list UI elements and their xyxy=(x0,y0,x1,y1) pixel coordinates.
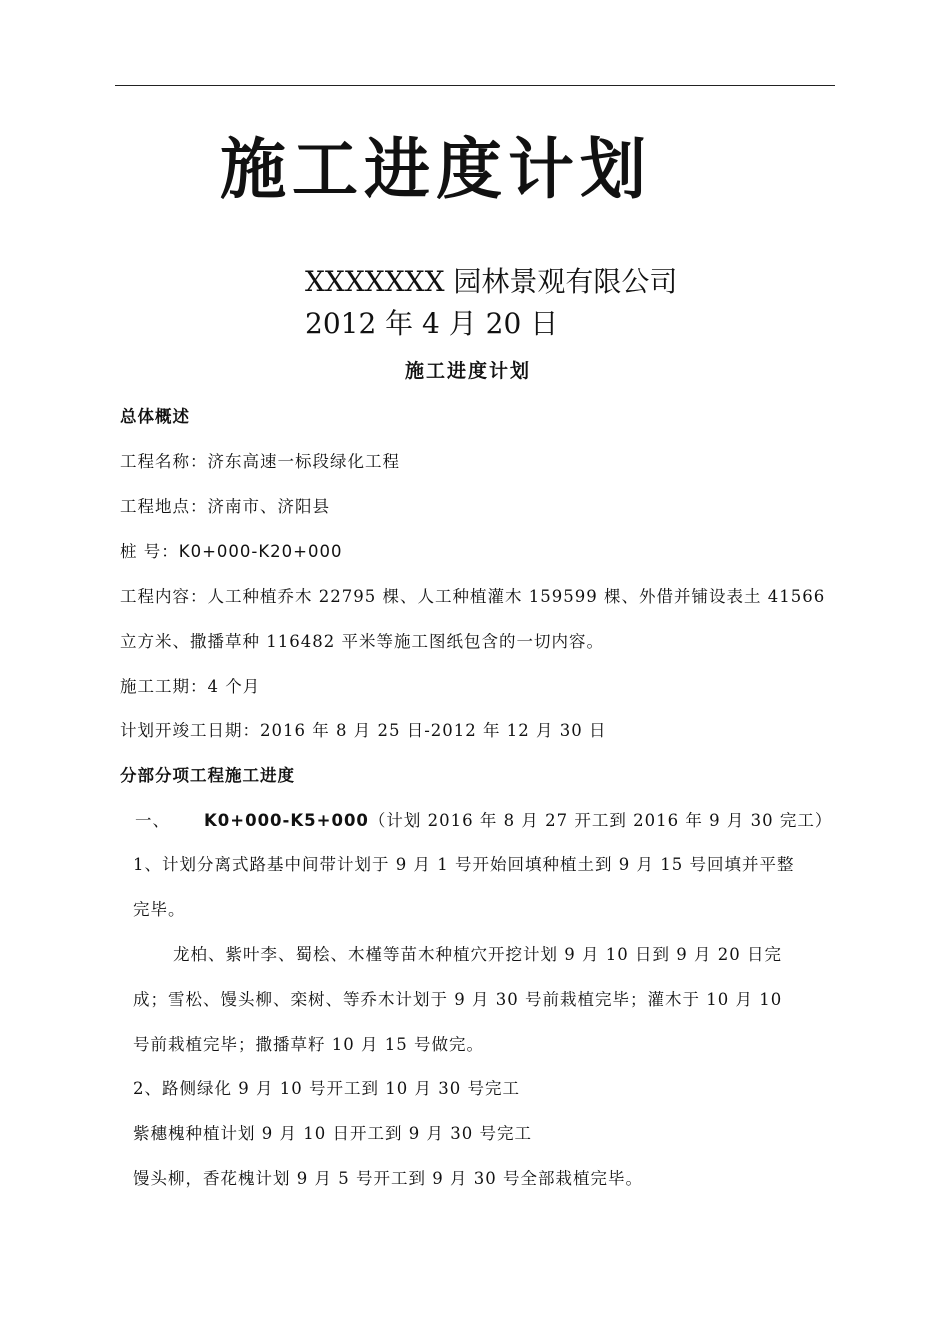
project-content-line-2: 立方米、撒播草种 116482 平米等施工图纸包含的一切内容。 xyxy=(120,632,604,651)
project-location: 工程地点：济南市、济阳县 xyxy=(120,497,330,516)
section-1-line xyxy=(135,808,832,834)
header-rule xyxy=(115,85,835,86)
item-1-line-1: 1、计划分离式路基中间带计划于 9 月 1 号开始回填种植土到 9 月 15 号回填并平整 xyxy=(133,855,795,874)
document-title: 施工进度计划 xyxy=(220,131,652,208)
item-1-line-2: 完毕。 xyxy=(133,900,186,919)
project-content-line-1: 工程内容：人工种植乔木 22795 棵、人工种植灌木 159599 棵、外借并铺设表土 41566 xyxy=(120,587,826,606)
item-1-para2-line-3: 号前栽植完毕；撒播草籽 10 月 15 号做完。 xyxy=(133,1035,484,1054)
station-value: K0+000-K20+000 xyxy=(178,542,343,561)
subsection-heading: 分部分项工程施工进度 xyxy=(120,766,295,785)
item-1-para2-line-2: 成；雪松、馒头柳、栾树、等乔木计划于 9 月 30 号前栽植完毕；灌木于 10 月 10 xyxy=(133,990,783,1009)
document-date: 2012 年 4 月 20 日 xyxy=(305,307,559,340)
item-2-line-2: 紫穗槐种植计划 9 月 10 日开工到 9 月 30 号完工 xyxy=(133,1124,532,1143)
item-2-line-3: 馒头柳，香花槐计划 9 月 5 号开工到 9 月 30 号全部栽植完毕。 xyxy=(133,1169,643,1188)
section-1-range: K0+000-K5+000 xyxy=(204,811,369,830)
item-1-para2-line-1: 龙柏、紫叶李、蜀桧、木槿等苗木种植穴开挖计划 9 月 10 日到 9 月 20 日完 xyxy=(173,945,782,964)
station-label: 桩 号： xyxy=(120,542,179,561)
item-2-line-1: 2、路侧绿化 9 月 10 号开工到 10 月 30 号完工 xyxy=(133,1079,520,1098)
planned-dates: 计划开竣工日期：2016 年 8 月 25 日-2012 年 12 月 30 日 xyxy=(120,721,607,740)
overview-heading: 总体概述 xyxy=(120,407,190,426)
section-1-plan: （计划 2016 年 8 月 27 开工到 2016 年 9 月 30 完工） xyxy=(368,811,833,830)
project-name: 工程名称：济东高速一标段绿化工程 xyxy=(120,452,400,471)
company-name: XXXXXXX 园林景观有限公司 xyxy=(305,265,678,298)
section-1-number: 一、 xyxy=(135,811,170,830)
construction-period: 施工工期：4 个月 xyxy=(120,677,261,696)
station-line xyxy=(120,539,342,565)
section-title: 施工进度计划 xyxy=(405,360,532,382)
